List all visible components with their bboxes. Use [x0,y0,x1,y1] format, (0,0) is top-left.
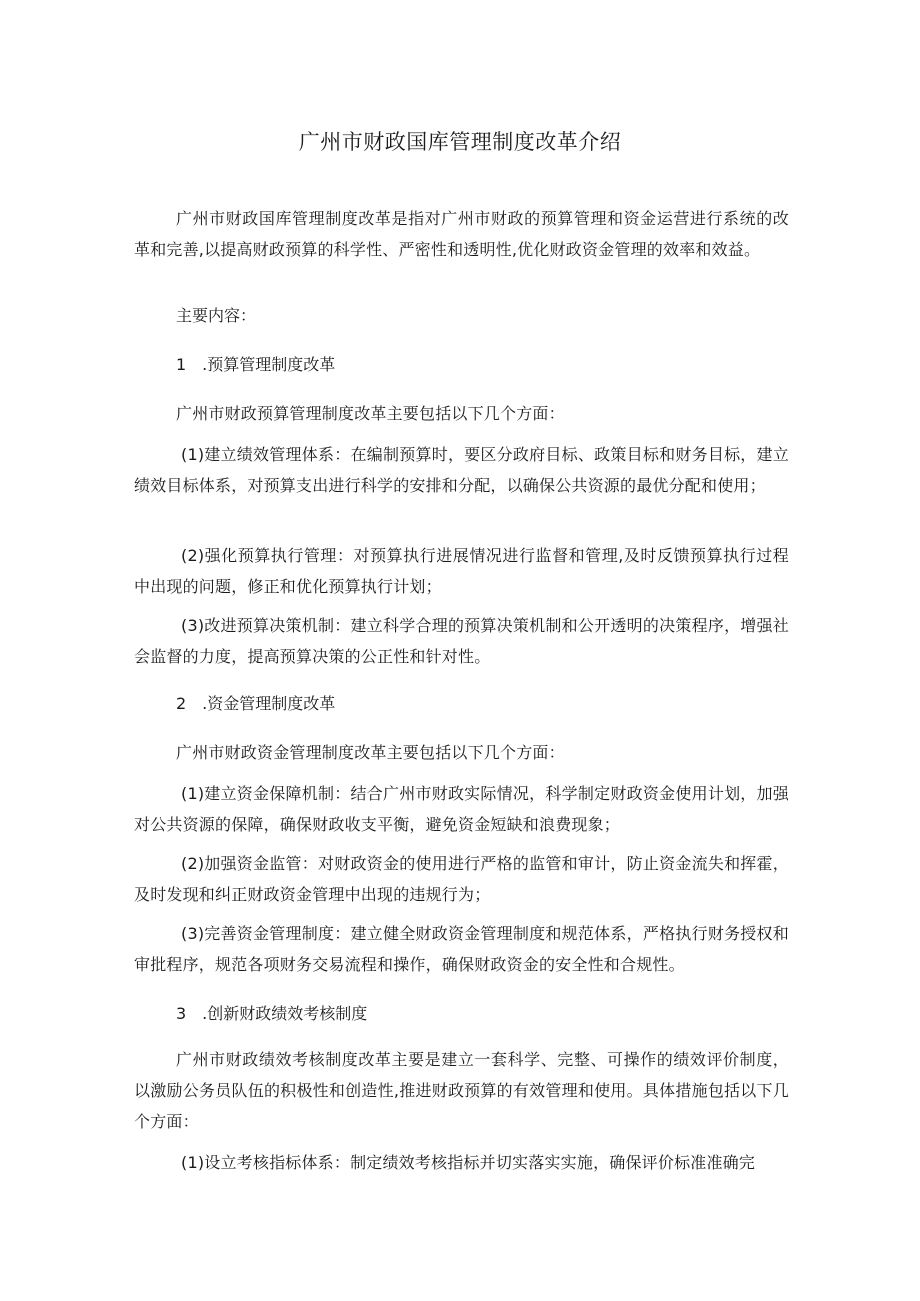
section-3-heading: 3 .创新财政绩效考核制度 [176,1004,368,1023]
section-2-heading: 2 .资金管理制度改革 [176,694,336,713]
section-2-lead: 广州市财政资金管理制度改革主要包括以下几个方面： [176,743,565,762]
section-3-item-1: (1)设立考核指标体系：制定绩效考核指标并切实落实实施，确保评价标准准确完 [181,1153,756,1172]
section-3-lead: 广州市财政绩效考核制度改革主要是建立一套科学、完整、可操作的绩效评价制度，以激励公务员队伍的积极性和创造性,推进财政预算的有效管理和使用。具体措施包括以下几个方面： [134,1050,789,1131]
section-2-item-2: (2)加强资金监管：对财政资金的使用进行严格的监管和审计，防止资金流失和挥霍，及时发现和纠正财政资金管理中出现的违规行为； [134,854,789,904]
section-1-heading: 1 .预算管理制度改革 [176,355,336,374]
main-content-label: 主要内容： [176,306,257,325]
section-2-item-1: (1)建立资金保障机制：结合广州市财政实际情况，科学制定财政资金使用计划，加强对公共资源的保障，确保财政收支平衡，避免资金短缺和浪费现象； [134,784,789,834]
section-2-item-3: (3)完善资金管理制度：建立健全财政资金管理制度和规范体系，严格执行财务授权和审批程序，规范各项财务交易流程和操作，确保财政资金的安全性和合规性。 [134,924,789,974]
section-1-lead: 广州市财政预算管理制度改革主要包括以下几个方面： [176,404,565,423]
section-1-item-2: (2)强化预算执行管理：对预算执行进展情况进行监督和管理,及时反馈预算执行过程中出现的问题，修正和优化预算执行计划； [134,546,789,596]
document-title: 广州市财政国库管理制度改革介绍 [298,130,622,154]
section-1-item-1: (1)建立绩效管理体系：在编制预算时，要区分政府目标、政策目标和财务目标，建立绩效目标体系，对预算支出进行科学的安排和分配，以确保公共资源的最优分配和使用； [134,445,789,495]
intro-paragraph: 广州市财政国库管理制度改革是指对广州市财政的预算管理和资金运营进行系统的改革和完善,以提高财政预算的科学性、严密性和透明性,优化财政资金管理的效率和效益。 [134,209,789,259]
section-1-item-3: (3)改进预算决策机制：建立科学合理的预算决策机制和公开透明的决策程序，增强社会监督的力度，提高预算决策的公正性和针对性。 [134,616,789,666]
